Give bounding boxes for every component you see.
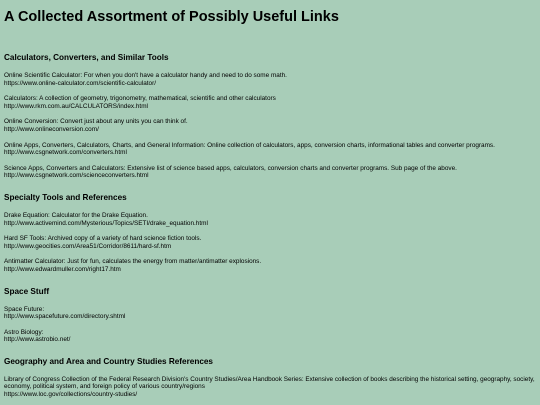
link-url[interactable]: https://www.online-calculator.com/scientific-calculator/: [4, 79, 157, 87]
section-heading: Space Stuff: [4, 286, 50, 296]
link-entry: [4, 165, 536, 180]
link-entry: [4, 306, 536, 321]
link-section: [4, 357, 536, 399]
entry-list: [4, 212, 536, 274]
sections-container: [4, 53, 536, 399]
link-description: Antimatter Calculator: Just for fun, calculates the energy from matter/antimatter explosions.: [4, 258, 262, 266]
link-entry: [4, 329, 536, 344]
link-url[interactable]: http://www.edwardmuller.com/right17.htm: [4, 265, 121, 273]
link-entry: [4, 235, 536, 250]
link-url[interactable]: http://www.geocities.com/Area51/Corridor/8611/hard-sf.htm: [4, 242, 172, 250]
section-heading: Specialty Tools and References: [4, 192, 127, 202]
link-description: Calculators: A collection of geometry, trigonometry, mathematical, scientific and other calculators: [4, 95, 276, 103]
link-description: Drake Equation: Calculator for the Drake Equation.: [4, 211, 148, 219]
section-heading: Geography and Area and Country Studies References: [4, 356, 213, 366]
link-entry: [4, 72, 536, 87]
section-heading: Calculators, Converters, and Similar Tools: [4, 53, 169, 62]
link-entry: [4, 212, 536, 227]
entry-list: [4, 376, 536, 399]
link-section: [4, 193, 536, 274]
link-entry: [4, 258, 536, 273]
link-url[interactable]: http://www.rkm.com.au/CALCULATORS/index.html: [4, 102, 148, 110]
link-description: Online Conversion: Convert just about any units you can think of.: [4, 118, 188, 126]
link-url[interactable]: http://www.spacefuture.com/directory.shtml: [4, 313, 126, 321]
page-title: A Collected Assortment of Possibly Useful Links: [4, 9, 339, 25]
link-url[interactable]: http://www.activemind.com/Mysterious/Topics/SETI/drake_equation.html: [4, 219, 208, 227]
link-url[interactable]: https://www.loc.gov/collections/country-studies/: [4, 391, 138, 399]
link-entry: [4, 118, 536, 133]
link-description: Library of Congress Collection of the Federal Research Division's Country Studies/Area Handbook Series: Extensive collection of books describing the historical setting, geography, society, economy, political system, and foreign policy of various country/regions: [4, 375, 535, 391]
link-description: Astro Biology:: [4, 328, 44, 336]
entry-list: [4, 306, 536, 344]
link-entry: [4, 95, 536, 110]
link-url[interactable]: http://www.onlineconversion.com/: [4, 125, 99, 133]
link-section: [4, 287, 536, 344]
link-url[interactable]: http://www.csgnetwork.com/scienceconverters.html: [4, 172, 149, 180]
link-url[interactable]: http://www.csgnetwork.com/converters.html: [4, 149, 127, 157]
link-entry: [4, 376, 536, 399]
link-description: Online Scientific Calculator: For when you don't have a calculator handy and need to do some math.: [4, 72, 287, 79]
link-description: Space Future:: [4, 305, 45, 313]
link-description: Online Apps, Converters, Calculators, Charts, and General Information: Online collection of calculators, apps, conversion charts, informational tables and converter programs.: [4, 141, 495, 149]
link-entry: [4, 142, 536, 157]
link-description: Science Apps, Converters and Calculators: Extensive list of science based apps, calculators, conversion charts and converter programs. Sub page of the above.: [4, 164, 457, 172]
link-url[interactable]: http://www.astrobio.net/: [4, 336, 71, 344]
link-description: Hard SF Tools: Archived copy of a variety of hard science fiction tools.: [4, 235, 202, 243]
link-section: [4, 53, 536, 180]
entry-list: [4, 72, 536, 180]
